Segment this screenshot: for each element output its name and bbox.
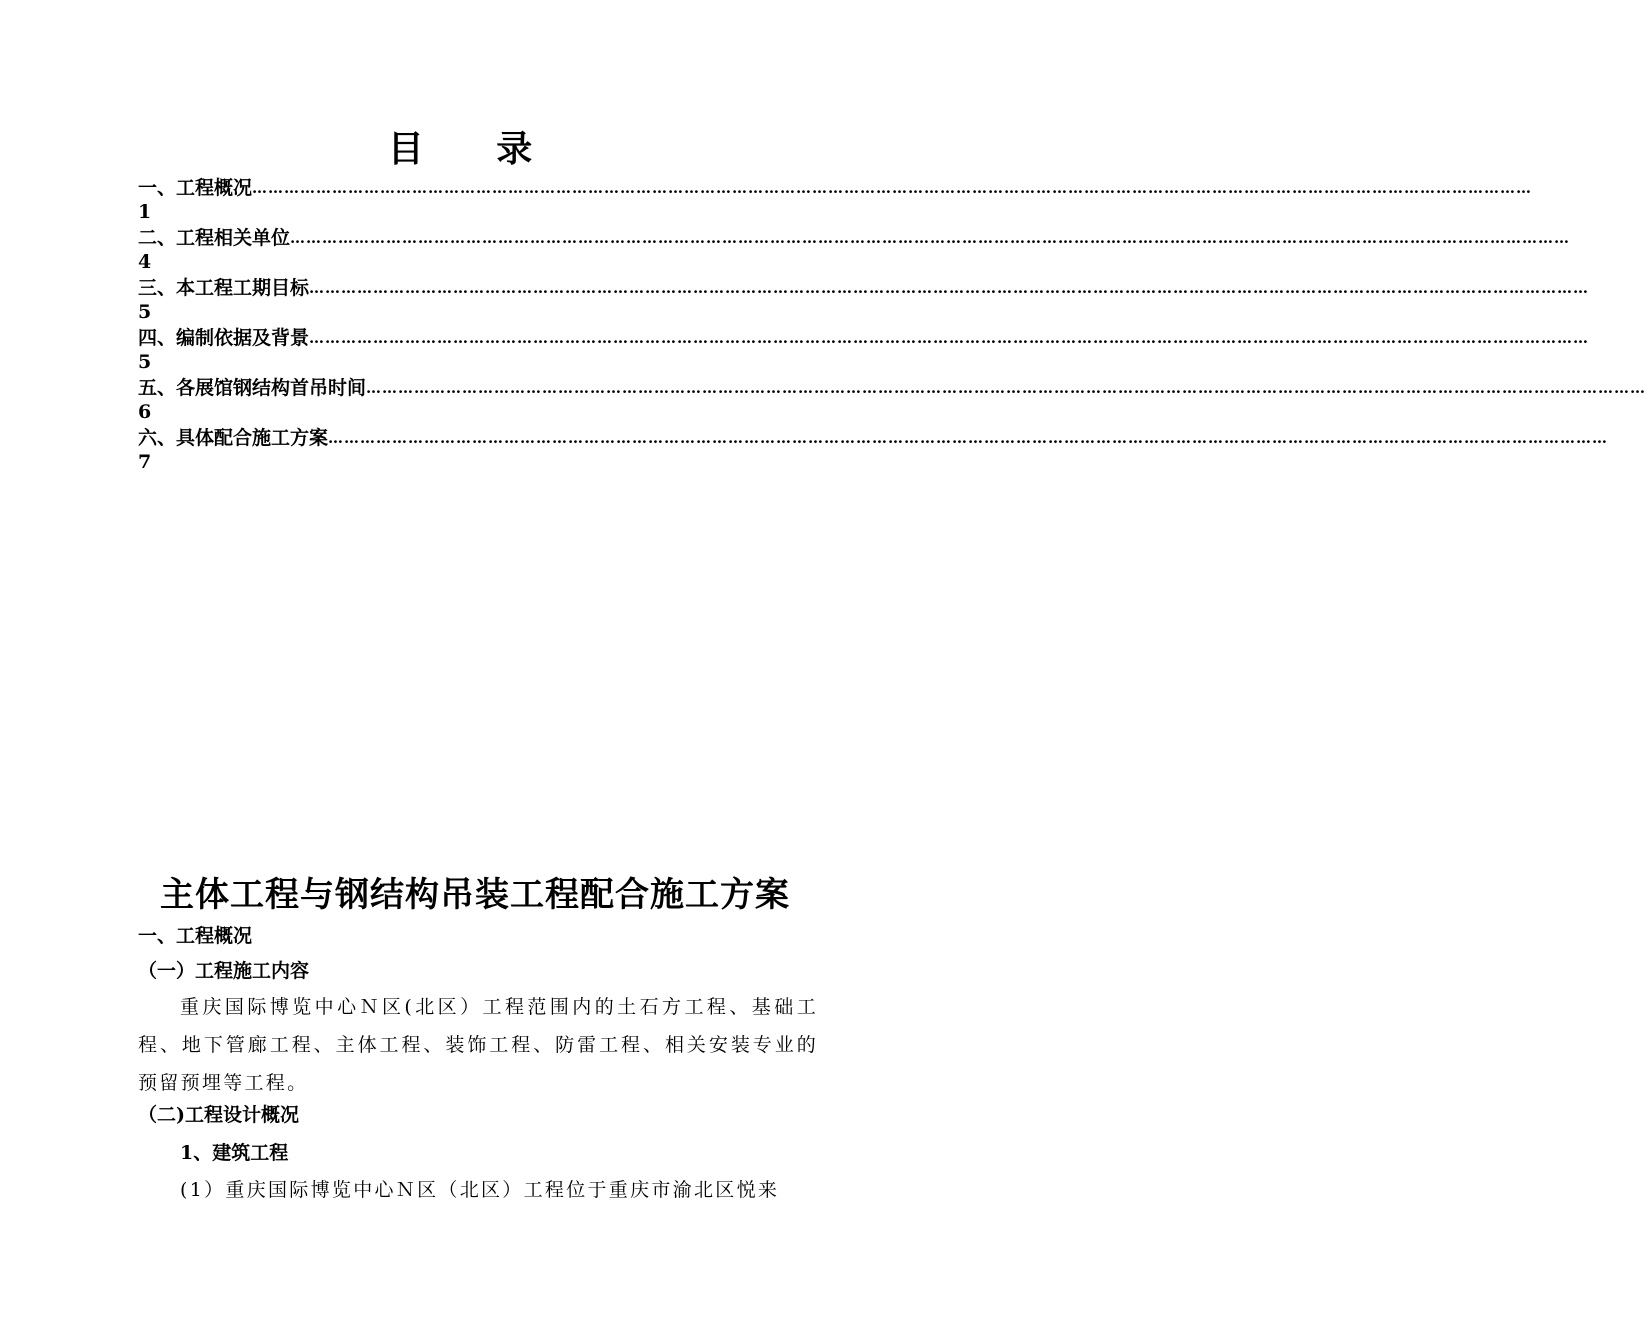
toc-dot-leader: …………………………………………………………………………………………………………………………………………………………………………………………………………………… xyxy=(252,179,1533,197)
toc-entry-page: 4 xyxy=(138,251,152,273)
toc-entry-page: 1 xyxy=(138,201,152,223)
body-paragraph: 重庆国际博览中心Ｎ区(北区）工程范围内的土石方工程、基础工程、地下管廊工程、主体工程、装饰工程、防雷工程、相关安装专业的预留预埋等工程。 xyxy=(138,996,818,1094)
toc-entry-label: 三、本工程工期目标 xyxy=(138,277,310,299)
toc-dot-leader: …………………………………………………………………………………………………………………………………………………………………………………………………………………… xyxy=(328,429,1609,447)
sub-subsection-heading: 1、建筑工程 xyxy=(180,1142,289,1164)
body-paragraph: (1）重庆国际博览中心Ｎ区（北区）工程位于重庆市渝北区悦来 xyxy=(180,1179,780,1201)
section-heading: 一、工程概况 xyxy=(138,925,253,947)
toc-entry-label: 五、各展馆钢结构首吊时间 xyxy=(138,377,367,399)
toc-dot-leader: …………………………………………………………………………………………………………………………………………………………………………………………………………………… xyxy=(290,229,1571,247)
toc-entry-page: 5 xyxy=(138,351,152,373)
subsection-heading: （二)工程设计概况 xyxy=(138,1104,299,1126)
subsection-heading: （一）工程施工内容 xyxy=(138,960,310,982)
toc-entry[interactable] xyxy=(138,226,1571,276)
toc-entry-label: 四、编制依据及背景 xyxy=(138,327,310,349)
toc-entry-page: 7 xyxy=(138,451,152,473)
table-of-contents xyxy=(138,176,1646,476)
toc-entry[interactable] xyxy=(138,176,1533,226)
toc-entry-page: 5 xyxy=(138,301,152,323)
toc-entry[interactable] xyxy=(138,326,1590,376)
toc-title: 目 录 xyxy=(387,128,563,170)
toc-entry-page: 6 xyxy=(138,401,152,423)
toc-dot-leader: …………………………………………………………………………………………………………………………………………………………………………………………………………………… xyxy=(366,379,1646,397)
toc-entry-label: 六、具体配合施工方案 xyxy=(138,427,329,449)
document-title: 主体工程与钢结构吊装工程配合施工方案 xyxy=(160,875,790,915)
toc-dot-leader: …………………………………………………………………………………………………………………………………………………………………………………………………………………… xyxy=(309,329,1590,347)
toc-entry-label: 一、工程概况 xyxy=(138,177,253,199)
toc-dot-leader: …………………………………………………………………………………………………………………………………………………………………………………………………………………… xyxy=(309,279,1590,297)
toc-entry[interactable] xyxy=(138,426,1609,476)
toc-entry[interactable] xyxy=(138,376,1646,426)
toc-entry[interactable] xyxy=(138,276,1590,326)
toc-entry-label: 二、工程相关单位 xyxy=(138,227,291,249)
